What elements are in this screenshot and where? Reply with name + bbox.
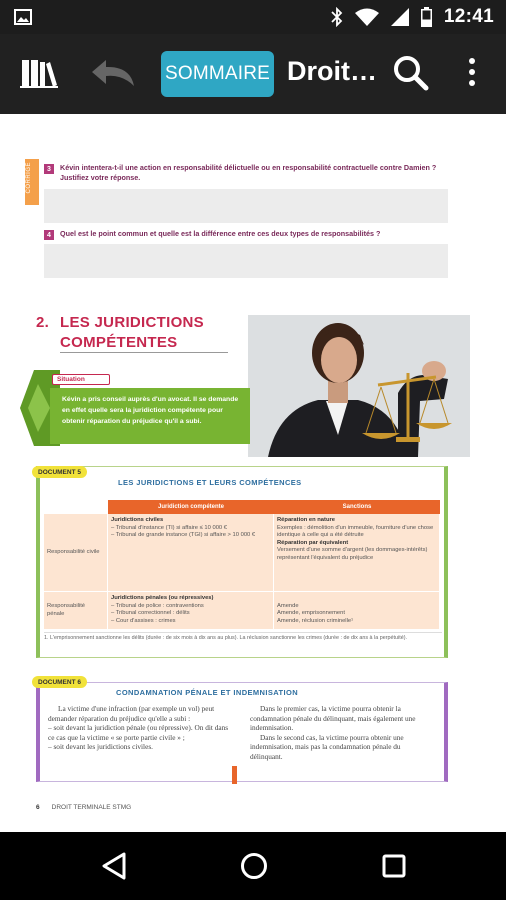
document-6-title: CONDAMNATION PÉNALE ET INDEMNISATION xyxy=(116,688,299,697)
search-icon[interactable] xyxy=(392,54,430,92)
answer-box[interactable] xyxy=(44,189,448,223)
sommaire-button[interactable]: SOMMAIRE xyxy=(161,51,274,97)
book-title: Droit… xyxy=(287,56,377,86)
juridictions-table xyxy=(44,500,440,630)
page-footer: 6 DROIT TERMINALE STMG xyxy=(36,804,132,811)
table-row: Responsabilité pénale Juridictions pénales (ou répressives) – Tribunal de police : contraventions – Tribunal correctionnel : délits – Cour d'assises : crimes Amende Amende, emprisonnement Amende, réclusion criminelle¹ xyxy=(44,592,440,630)
back-arrow-icon[interactable] xyxy=(90,58,136,88)
question-number: 4 xyxy=(44,230,54,240)
situation-box xyxy=(20,370,239,446)
wifi-icon xyxy=(355,8,379,26)
lawyer-scales-photo xyxy=(248,315,470,457)
document-5-badge: DOCUMENT 5 xyxy=(32,466,87,478)
clock: 12:41 xyxy=(443,6,494,27)
home-circle-icon[interactable] xyxy=(240,852,268,880)
battery-icon xyxy=(421,7,432,27)
document-5-title: LES JURIDICTIONS ET LEURS COMPÉTENCES xyxy=(118,478,302,487)
navigation-bar xyxy=(0,832,506,900)
section-heading: 2. LES JURIDICTIONS COMPÉTENTES xyxy=(36,314,204,351)
bluetooth-icon xyxy=(331,7,343,27)
app-bar xyxy=(0,34,506,114)
document-6-badge: DOCUMENT 6 xyxy=(32,676,87,688)
table-header: Juridiction compétente Sanctions xyxy=(44,500,440,514)
library-icon[interactable] xyxy=(20,56,58,88)
recents-square-icon[interactable] xyxy=(381,852,407,880)
document-6-left-column: La victime d'une infraction (par exemple un vol) peut demander réparation du préjudice qu'elle a subi : – soit devant la juridiction pénale (ou répressive). On dit dans ce cas que la victime « se porte partie civile » ; – soit devant les juridictions civiles. xyxy=(48,704,229,752)
divider xyxy=(60,352,228,353)
answer-box[interactable] xyxy=(44,244,448,278)
question-text: Kévin intentera-t-il une action en responsabilité délictuelle ou en responsabilité contractuelle contre Damien ? Justifiez votre réponse. xyxy=(60,163,437,182)
situation-text: Kévin a pris conseil auprès d'un avocat. Il se demande en effet quelle sera la juridiction compétente pour obtenir réparation du préjudice qu'il a subi. xyxy=(50,388,250,444)
footnote: 1. L'emprisonnement sanctionne les délits (durée : de six mois à dix ans au plus). La réclusion sanctionne les crimes (durée : de dix ans à la perpétuité). xyxy=(44,632,442,642)
question-text: Quel est le point commun et quelle est la différence entre ces deux types de responsabilités ? xyxy=(60,229,381,238)
gallery-icon xyxy=(14,9,32,25)
back-triangle-icon[interactable] xyxy=(101,852,127,880)
quote-mark-icon xyxy=(232,766,237,784)
status-bar xyxy=(0,0,506,34)
book-page[interactable] xyxy=(0,114,506,832)
signal-icon xyxy=(391,8,409,26)
question-number: 3 xyxy=(44,164,54,174)
table-row: Responsabilité civile Juridictions civiles – Tribunal d'instance (TI) si affaire ≤ 10 000 € – Tribunal de grande instance (TGI) si affaire > 10 000 € Réparation en nature Exemples : démolition d'un immeuble, fourniture d'une chose identique à celle qui a été détruite Réparation par équivalent Versement d'une somme d'argent (les dommages-intérêts) représentant l'équivalent du préjudice xyxy=(44,514,440,592)
more-vert-icon[interactable] xyxy=(468,56,476,88)
situation-label: Situation xyxy=(52,374,110,385)
document-6-right-column: Dans le premier cas, la victime pourra obtenir la condamnation pénale du délinquant, mais également une indemnisation. Dans le second cas, la victime pourra obtenir une indemnisation, mais pas la condamnation pénale du délinquant. xyxy=(250,704,416,761)
corrige-side-tab[interactable]: CORRIGÉ xyxy=(25,159,39,205)
